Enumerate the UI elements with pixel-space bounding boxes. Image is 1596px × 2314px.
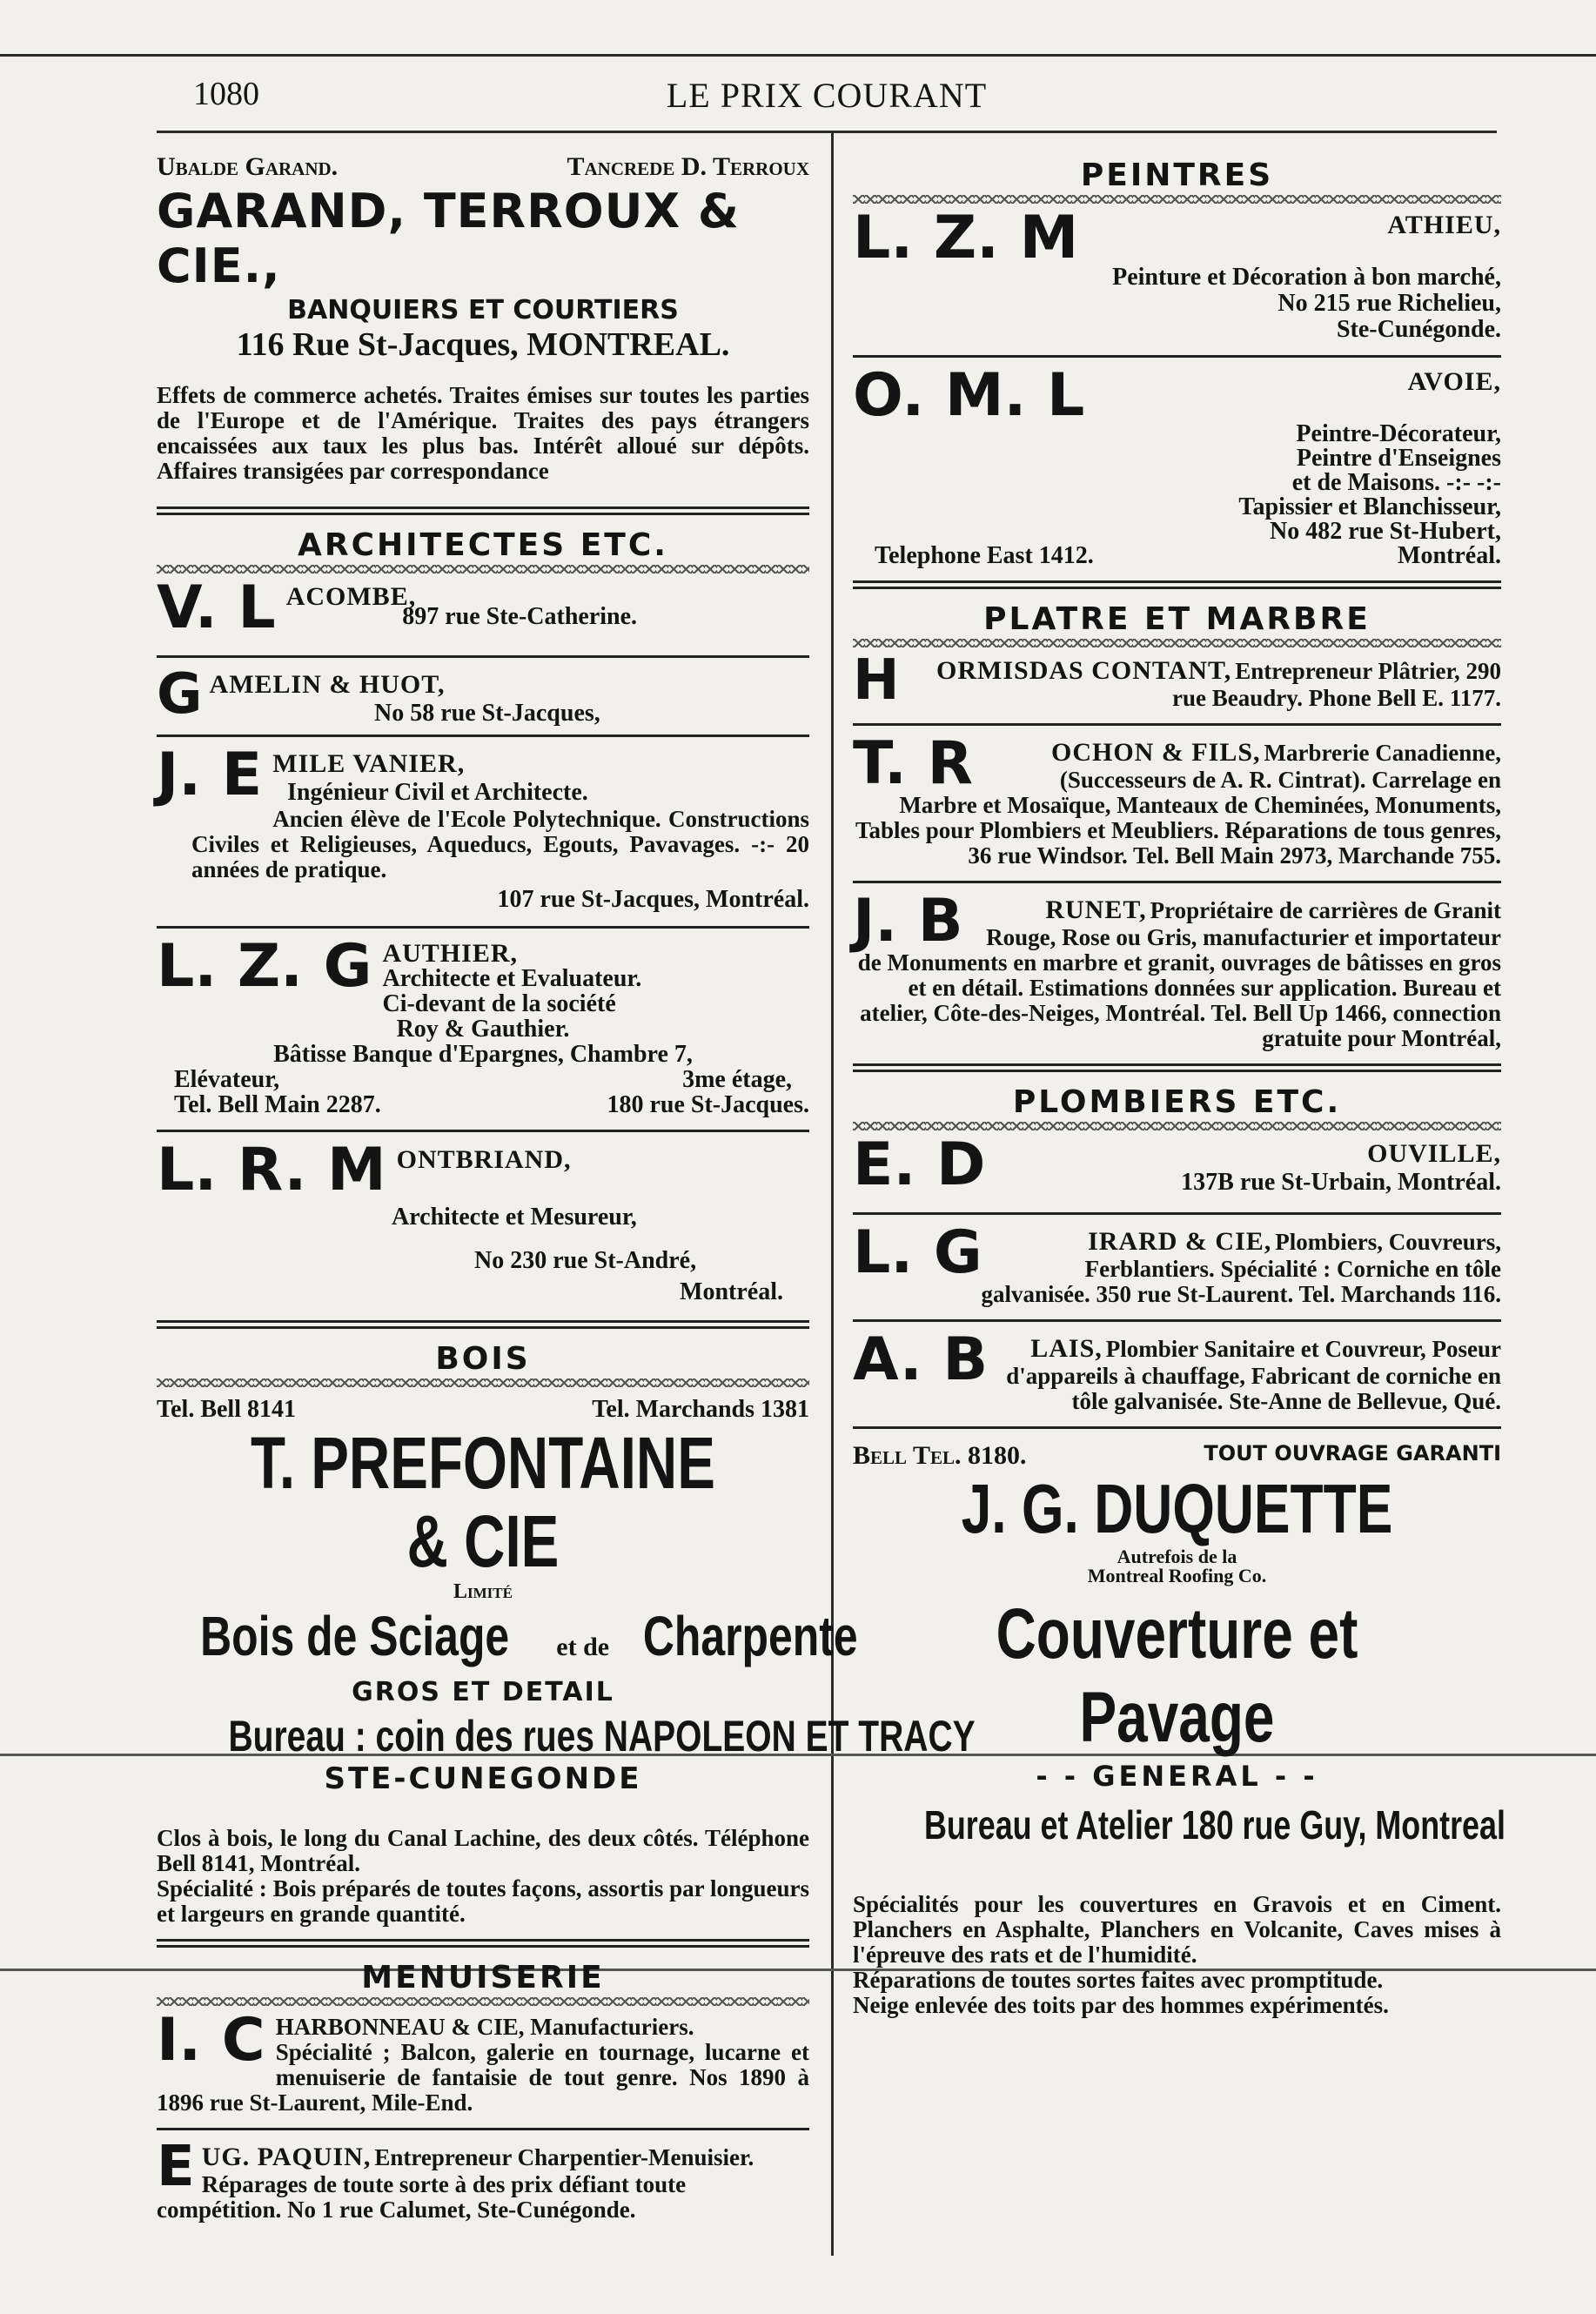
- ad-name: MILE VANIER,: [272, 749, 466, 778]
- ad-rule: [157, 655, 809, 658]
- montbriand-ad: [157, 1136, 809, 1308]
- ad-place: STE-CUNEGONDE: [324, 1761, 642, 1796]
- wavy-rule: [853, 195, 1501, 204]
- section-heading: PLATRE ET MARBRE: [983, 601, 1371, 637]
- ad-text: Plombier Sanitaire et Couvreur, Poseur d'appareils à chauffage, Fabricant de corniche en tôle galvanisée. Ste-Anne de Bellevue, Qué.: [1006, 1336, 1501, 1414]
- ad-text: Plombiers, Couvreurs, Ferblantiers. Spécialité : Corniche en tôle galvanisée. 350 rue St-Laurent. Tel. Marchands 116.: [981, 1229, 1501, 1307]
- rochon-ad: [853, 729, 1501, 869]
- blais-ad: [853, 1325, 1501, 1414]
- ad-line: Elévateur,: [174, 1066, 280, 1093]
- ad-line: Roy & Gauthier.: [396, 1016, 570, 1043]
- firm-name: GARAND, TERROUX & CIE.,: [157, 184, 740, 293]
- ad-address: 897 rue Ste-Catherine.: [402, 603, 638, 630]
- ad-phone: Telephone East 1412.: [875, 542, 1094, 569]
- wavy-rule: [853, 1122, 1501, 1130]
- running-title: LE PRIX COURANT: [666, 76, 988, 115]
- ad-text: Ancien élève de l'Ecole Polytechnique. Constructions Civiles et Religieuses, Aqueducs, Egouts, Pavavages. -:- 20 années de pratique.: [191, 806, 809, 882]
- duquette-ad: [853, 1441, 1505, 2018]
- ad-line: Bâtisse Banque d'Epargnes, Chambre 7,: [273, 1041, 693, 1068]
- ad-initials: L. G: [853, 1218, 982, 1287]
- ad-address: 137B rue St-Urbain, Montréal.: [1181, 1169, 1501, 1196]
- wavy-rule: [157, 1997, 809, 2006]
- ad-line: Ci-devant de la société: [382, 990, 616, 1017]
- ad-name: ORMISDAS CONTANT,: [936, 656, 1232, 685]
- phone-number: Tel. Bell 8141: [157, 1396, 296, 1423]
- section-heading: BOIS: [435, 1341, 531, 1377]
- ad-city: Montréal.: [680, 1278, 783, 1305]
- paquin-ad: [157, 2135, 809, 2223]
- partner-name: Tancrede D. Terroux: [567, 152, 809, 181]
- ad-line: Peintre-Décorateur,: [1296, 420, 1501, 447]
- section-rule: [853, 1063, 1501, 1072]
- ad-role: Architecte et Evaluateur.: [382, 965, 642, 992]
- ad-rule: [853, 1212, 1501, 1215]
- ad-initials: J. E: [157, 741, 263, 809]
- ad-initials: T. R: [853, 729, 973, 798]
- ad-text: Spécialités pour les couvertures en Gravois et en Ciment. Planchers en Asphalte, Planchers en Volcanite, Caves mises à l'épreuve des rats et de l'humidité.: [853, 1891, 1501, 1968]
- ad-initials: V. L: [157, 573, 276, 642]
- header-rule: [157, 131, 1497, 133]
- ad-name: AVOIE,: [1407, 367, 1501, 396]
- ad-headline: Couverture et Pavage: [996, 1594, 1358, 1757]
- ad-name: ACOMBE,: [285, 582, 417, 611]
- ad-line: No 215 rue Richelieu,: [1277, 290, 1501, 317]
- ad-initials: A. B: [853, 1325, 989, 1394]
- firm-name: J. G. DUQUETTE: [961, 1470, 1393, 1547]
- ad-rule: [157, 926, 809, 929]
- ad-name: OCHON & FILS,: [1051, 738, 1261, 767]
- ad-text: Entrepreneur Charpentier-Menuisier. Réparages de toute sorte à des prix défiant toute compétition. No 1 rue Calumet, Ste-Cunégonde.: [157, 2144, 754, 2223]
- ad-rule: [157, 734, 809, 737]
- ad-text: Spécialité : Bois préparés de toutes façons, assortis par longueurs et largeurs en grande quantité.: [157, 1875, 809, 1927]
- ad-address: No 230 rue St-André,: [474, 1247, 697, 1274]
- ad-rule: [157, 1130, 809, 1132]
- ad-role: Architecte et Mesureur,: [392, 1204, 637, 1231]
- section-heading: PLOMBIERS ETC.: [1012, 1084, 1342, 1120]
- ad-name: OUVILLE,: [1367, 1139, 1501, 1168]
- ad-headline: et de: [556, 1633, 610, 1661]
- firm-subtitle: BANQUIERS ET COURTIERS: [287, 295, 679, 325]
- ad-initial: G: [157, 662, 203, 727]
- firm-formerly: Autrefois de la: [1117, 1546, 1237, 1567]
- ad-rule: [853, 355, 1501, 358]
- ad-headline: Charpente: [642, 1605, 858, 1667]
- section-rule: [853, 580, 1501, 589]
- ad-text: Réparations de toutes sortes faites avec promptitude.: [853, 1967, 1384, 1993]
- gamelin-ad: [157, 662, 809, 727]
- ad-initials: L. Z. M: [853, 204, 1079, 272]
- section-rule: [157, 1320, 809, 1329]
- page-number: 1080: [193, 76, 259, 112]
- ad-line: Tapissier et Blanchisseur,: [1238, 493, 1501, 520]
- ad-initial: E: [157, 2135, 195, 2199]
- ad-name: RUNET,: [1045, 895, 1147, 924]
- wavy-rule: [157, 1378, 809, 1387]
- ad-phone: Tel. Bell Main 2287.: [174, 1091, 381, 1118]
- ad-text: Spécialité ; Balcon, galerie en tournage, lucarne et menuiserie de fantaisie de tout genre. Nos 1890 à 1896 rue St-Laurent, Mile-End.: [157, 2039, 809, 2116]
- ad-initials: L. R. M: [157, 1136, 386, 1204]
- ad-name: ATHIEU,: [1387, 211, 1501, 239]
- ad-subhead: GROS ET DETAIL: [352, 1677, 614, 1707]
- mathieu-ad: [853, 204, 1501, 343]
- right-column: [853, 152, 1505, 2018]
- section-heading: ARCHITECTES ETC.: [298, 527, 668, 563]
- ad-name: ONTBRIAND,: [396, 1145, 572, 1174]
- ad-line: Peintre d'Enseignes: [1296, 445, 1501, 472]
- section-heading: PEINTRES: [1080, 158, 1274, 193]
- ad-text: Neige enlevée des toits par des hommes expérimentés.: [853, 1992, 1389, 2018]
- ad-initials: O. M. L: [853, 361, 1085, 430]
- ad-rule: [853, 1319, 1501, 1322]
- ad-bureau: Bureau et Atelier 180 rue Guy, Montreal: [923, 1802, 1505, 1848]
- ad-rule: [853, 1426, 1501, 1429]
- ad-initials: L. Z. G: [157, 932, 372, 1001]
- firm-address: 116 Rue St-Jacques, MONTREAL.: [236, 326, 730, 363]
- ad-initial: H: [853, 648, 900, 713]
- ad-line: Peinture et Décoration à bon marché,: [1112, 264, 1501, 291]
- ad-text: Propriétaire de carrières de Granit Rouge, Rose ou Gris, manufacturier et importateur de Monuments en marbre et granit, ouvrages de bâtisses en gros et en détail. Estimations données sur application. Bureau et atelier, Côte-des-Neiges, Montréal. Tel. Bell Up 1466, connection gratuite pour Montréal,: [857, 897, 1501, 1051]
- lavoie-ad: [853, 361, 1501, 569]
- wavy-rule: [853, 639, 1501, 647]
- section-rule: [157, 1939, 809, 1948]
- ad-line: No 482 rue St-Hubert,: [1270, 518, 1501, 545]
- ad-city: Montréal.: [1398, 542, 1501, 569]
- ad-name: HARBONNEAU & CIE, Manufacturiers.: [275, 2014, 694, 2040]
- ad-name: UG. PAQUIN,: [201, 2143, 372, 2171]
- ad-line: 3me étage,: [682, 1066, 792, 1093]
- firm-description: Effets de commerce achetés. Traites émises sur toutes les parties de l'Europe et de l'Amérique. Traites des pays étrangers encaissées aux taux les plus bas. Intérêt alloué sur dépôts. Affaires transigées par correspondance: [157, 382, 809, 484]
- guarantee-note: TOUT OUVRAGE GARANTI: [1204, 1441, 1501, 1466]
- charbonneau-ad: [157, 2006, 809, 2116]
- phone-number: Bell Tel. 8180.: [853, 1441, 1027, 1470]
- ad-line: Ste-Cunégonde.: [1336, 316, 1501, 343]
- partner-name: Ubalde Garand.: [157, 152, 339, 181]
- ad-text: Clos à bois, le long du Canal Lachine, des deux côtés. Téléphone Bell 8141, Montréal.: [157, 1825, 809, 1876]
- firm-formerly: Montreal Roofing Co.: [1087, 1565, 1267, 1586]
- ad-rule: [853, 723, 1501, 726]
- ad-rule: [157, 2128, 809, 2130]
- section-heading: MENUISERIE: [361, 1960, 605, 1995]
- ad-address: 180 rue St-Jacques.: [607, 1091, 809, 1118]
- ad-name: LAIS,: [1030, 1334, 1103, 1363]
- ad-address: No 58 rue St-Jacques,: [374, 700, 600, 727]
- top-rule: [0, 54, 1596, 57]
- douville-ad: [853, 1130, 1501, 1200]
- ad-name: AUTHIER,: [382, 939, 518, 968]
- garand-ad: [157, 152, 809, 484]
- ad-text: Entrepreneur Plâtrier, 290 rue Beaudry. Phone Bell E. 1177.: [1171, 658, 1501, 711]
- ad-initials: J. B: [853, 887, 963, 956]
- ad-name: AMELIN & HUOT,: [209, 670, 446, 699]
- section-rule: [157, 506, 809, 515]
- ad-initials: I. C: [157, 2006, 265, 2075]
- column-divider: [831, 132, 834, 2256]
- firm-limited: Limité: [453, 1580, 513, 1603]
- ad-text: Marbrerie Canadienne, (Successeurs de A. R. Cintrat). Carrelage en Marbre et Mosaïque, Manteaux de Cheminées, Monuments, Tables pour Plombiers et Meubliers. Réparations de tous genres, 36 rue Windsor. Tel. Bell Main 2973, Marchande 755.: [855, 740, 1501, 869]
- ad-rule: [853, 881, 1501, 883]
- gauthier-ad: [157, 932, 809, 1118]
- wavy-rule: [157, 565, 809, 573]
- vanier-ad: [157, 741, 809, 914]
- ad-subhead: - - GENERAL - -: [1036, 1760, 1318, 1793]
- firm-name: T. PREFONTAINE & CIE: [251, 1422, 715, 1582]
- phone-number: Tel. Marchands 1381: [592, 1396, 809, 1423]
- ad-role: Ingénieur Civil et Architecte.: [287, 779, 588, 806]
- ad-bureau: Bureau : coin des rues NAPOLEON ET TRACY: [228, 1712, 976, 1761]
- ad-name: IRARD & CIE,: [1088, 1227, 1272, 1256]
- ad-address: 107 rue St-Jacques, Montréal.: [497, 886, 809, 913]
- lacombe-ad: [157, 573, 809, 643]
- ad-line: et de Maisons. -:- -:-: [1291, 469, 1501, 496]
- contant-ad: [853, 648, 1501, 713]
- girard-ad: [853, 1218, 1501, 1307]
- page-header: [157, 68, 1497, 120]
- ad-initials: E. D: [853, 1130, 986, 1199]
- brunet-ad: [853, 887, 1501, 1051]
- ad-headline: Bois de Sciage: [200, 1605, 510, 1667]
